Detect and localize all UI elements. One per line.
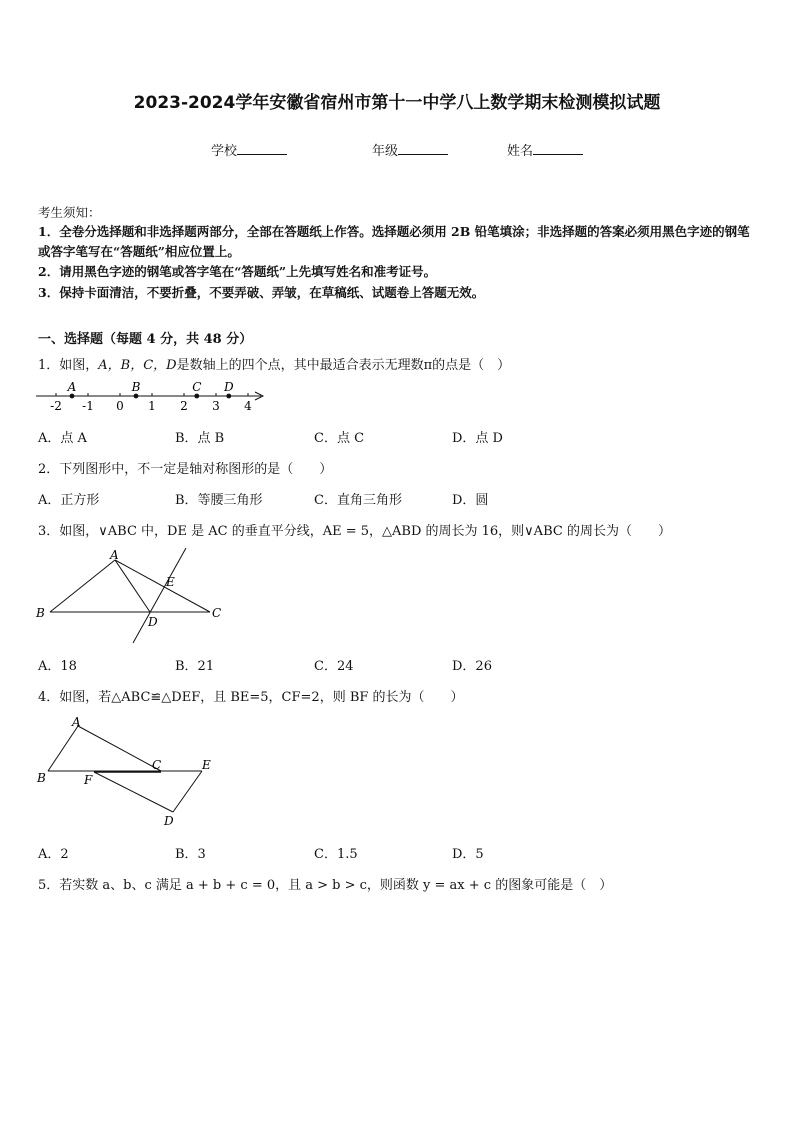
q4-option-b[interactable]: B．3	[175, 847, 206, 862]
q2-option-c[interactable]: C．直角三角形	[314, 493, 402, 508]
grade-field	[372, 140, 448, 159]
q1-points: A，B，C，D	[98, 358, 177, 373]
school-label: 学校	[211, 144, 238, 159]
question-5: 5．若实数 a、b、c 满足 a + b + c = 0，且 a > b > c，则函数 y = ax + c 的图象可能是（ ）	[38, 878, 613, 893]
number-line-tick-label: 0	[116, 399, 124, 413]
exam-title: 2023-2024学年安徽省宿州市第十一中学八上数学期末检测模拟试题	[133, 93, 661, 113]
q4-label-f: F	[84, 773, 93, 787]
q3-option-a[interactable]: A．18	[38, 659, 77, 674]
number-line-point	[194, 394, 199, 399]
name-label: 姓名	[507, 144, 534, 159]
q4-option-c[interactable]: C．1.5	[314, 847, 358, 862]
q3-line-de	[133, 548, 186, 643]
q2-option-b[interactable]: B．等腰三角形	[175, 493, 263, 508]
question-3: 3．如图，∨ABC 中，DE 是 AC 的垂直平分线，AE = 5，△ABD 的周长为 16，则∨ABC 的周长为（ ）	[38, 524, 671, 539]
number-line-tick-label: -1	[82, 399, 94, 413]
q3-option-d[interactable]: D．26	[452, 659, 492, 674]
number-line-point	[134, 394, 139, 399]
number-line-point	[70, 394, 75, 399]
q2-option-a[interactable]: A．正方形	[38, 493, 100, 508]
notice-heading: 考生须知：	[38, 205, 101, 220]
q2-option-d[interactable]: D．圆	[452, 493, 489, 508]
q4-option-d[interactable]: D．5	[452, 847, 484, 862]
number-line-tick-label: 4	[244, 399, 252, 413]
q4-label-b: B	[37, 771, 46, 785]
q4-segment-de	[173, 771, 202, 812]
notice-item-2: 2．请用黑色字迹的钢笔或答字笔在“答题纸”上先填写姓名和准考证号。	[38, 264, 437, 279]
question-2: 2．下列图形中，不一定是轴对称图形的是（ ）	[38, 462, 333, 477]
school-field	[211, 140, 287, 159]
number-line-tick-label: 1	[148, 399, 156, 413]
q3-label-b: B	[36, 606, 45, 620]
q1-text-post: 是数轴上的四个点，其中最适合表示无理数π的点是（ ）	[176, 358, 511, 373]
q1-option-a[interactable]: A．点 A	[38, 431, 87, 446]
q3-label-a: A	[110, 548, 119, 562]
q3-segment-ac	[115, 560, 210, 612]
q3-label-c: C	[212, 606, 222, 620]
q4-segment-ab	[48, 726, 78, 771]
grade-blank	[398, 142, 448, 155]
q3-figure	[36, 545, 236, 650]
notice-item-3: 3．保持卡面清洁，不要折叠，不要弄破、弄皱，在草稿纸、试题卷上答题无效。	[38, 285, 485, 300]
number-line-point-label: B	[131, 380, 141, 394]
number-line-point-label: D	[223, 380, 234, 394]
number-line-tick-label: 2	[180, 399, 188, 413]
q4-label-c: C	[152, 758, 162, 772]
q1-option-b[interactable]: B．点 B	[175, 431, 225, 446]
number-line-point-label: A	[67, 380, 77, 394]
q3-label-d: D	[148, 615, 158, 629]
number-line-point	[226, 394, 231, 399]
number-line-tick-label: 3	[212, 399, 220, 413]
q3-option-c[interactable]: C．24	[314, 659, 354, 674]
question-1	[38, 354, 510, 373]
notice-item-1: 1．全卷分选择题和非选择题两部分，全部在答题纸上作答。选择题必须用 2B 铅笔填涂；非选择题的答案必须用黑色字迹的钢笔或答字笔写在“答题纸”相应位置上。	[38, 224, 750, 259]
q4-label-a: A	[72, 715, 81, 729]
q4-label-e: E	[202, 758, 211, 772]
q4-figure	[36, 712, 226, 832]
q3-segment-ab	[50, 560, 115, 612]
section-heading: 一、选择题（每题 4 分，共 48 分）	[38, 332, 253, 347]
q4-segment-fd	[94, 772, 173, 812]
grade-label: 年级	[372, 144, 399, 159]
q3-segment-ad	[115, 560, 150, 612]
q1-option-d[interactable]: D．点 D	[452, 431, 503, 446]
q1-text-pre: 1．如图，	[38, 358, 99, 373]
q4-option-a[interactable]: A．2	[38, 847, 69, 862]
q3-label-e: E	[166, 575, 175, 589]
school-blank	[237, 142, 287, 155]
number-line-point-label: C	[192, 380, 202, 394]
q1-number-line	[36, 378, 276, 414]
name-blank	[533, 142, 583, 155]
q4-label-d: D	[164, 814, 174, 828]
name-field	[507, 140, 583, 159]
q4-segment-ac	[78, 726, 161, 771]
question-4: 4．如图，若△ABC≌△DEF，且 BE=5，CF=2，则 BF 的长为（ ）	[38, 690, 464, 705]
q1-option-c[interactable]: C．点 C	[314, 431, 365, 446]
q3-option-b[interactable]: B．21	[175, 659, 215, 674]
number-line-tick-label: -2	[50, 399, 62, 413]
